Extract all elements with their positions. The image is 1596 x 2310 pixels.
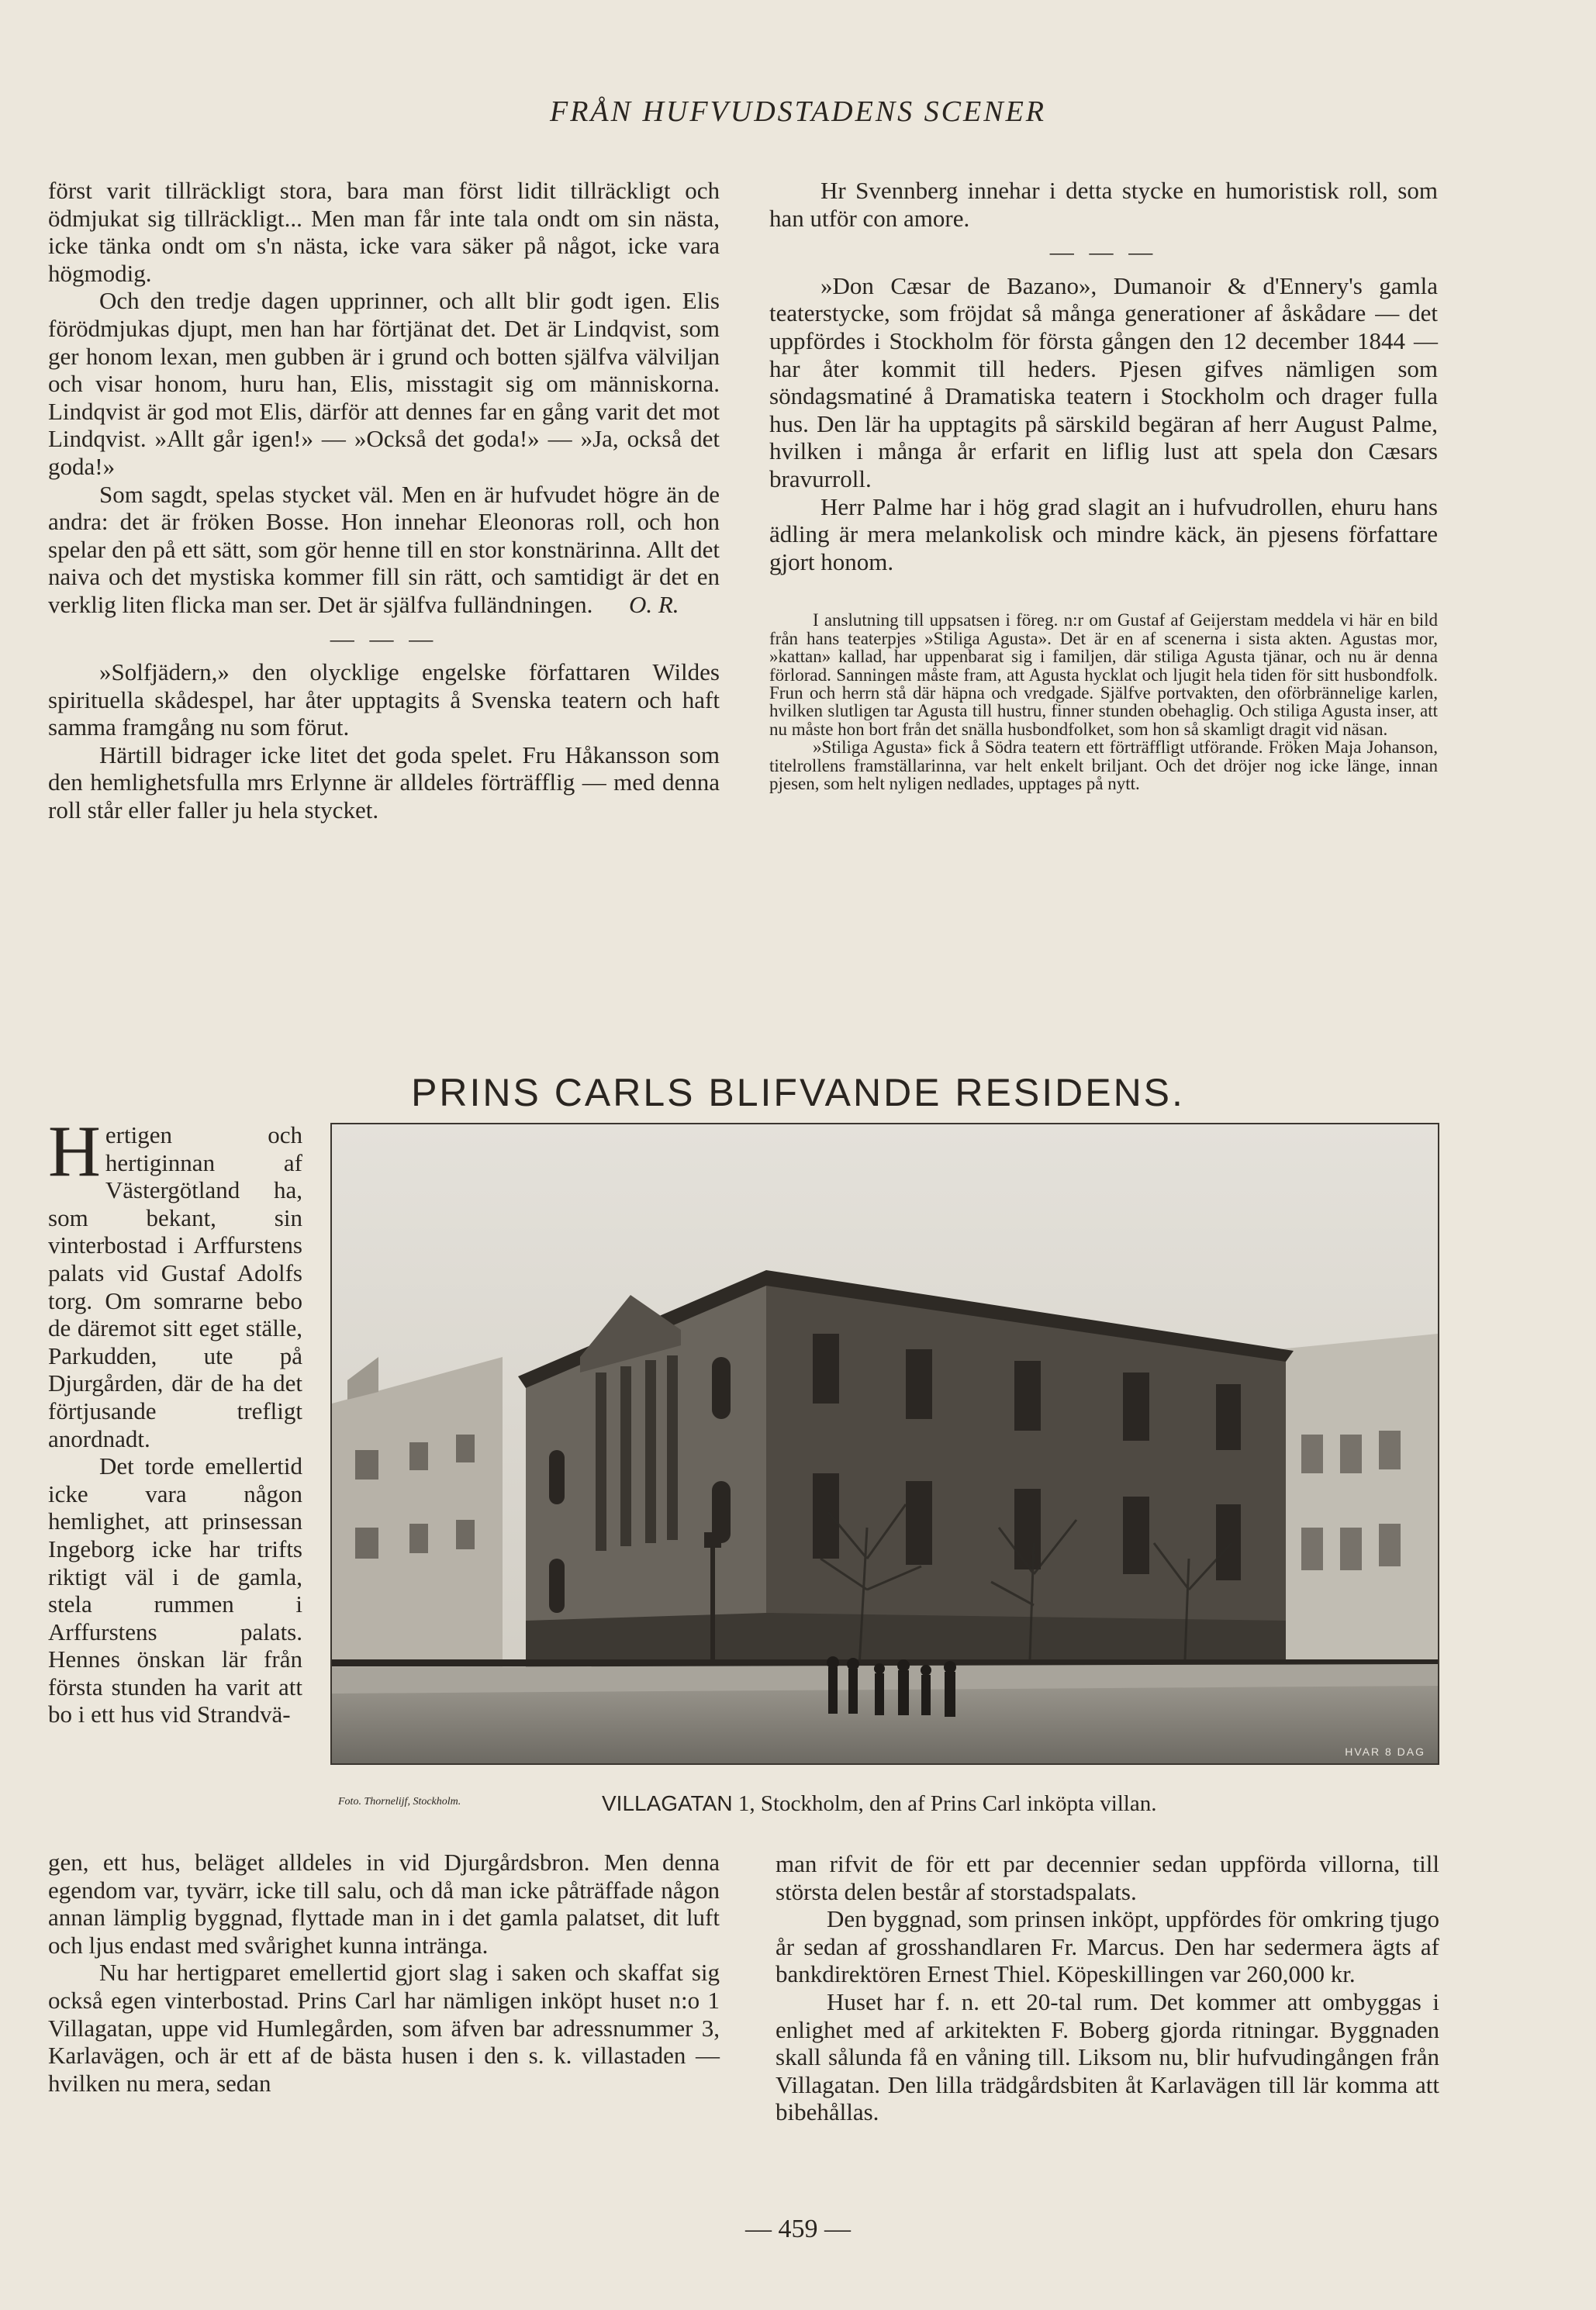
photo-corner-text: HVAR 8 DAG [1345, 1745, 1425, 1758]
paragraph: man rifvit de för ett par decennier sedan uppförda villorna, till största delen består af storstadspalats. [776, 1850, 1439, 1905]
separator: — — — [330, 624, 438, 652]
paragraph: »Don Cæsar de Bazano», Dumanoir & d'Ennery's gamla teaterstycke, som fröjdat så många generationer af åskådare — det uppfördes i Stockholm för första gången den 12 december 1844 — har åter kommit till heders. Pjesen gifves nämligen som söndagsmatiné å Dramatiska teatern i Stockholm och drager fulla hus. Den lär ha upptagits på särskild begäran af herr August Palme, hvilken i många år erfarit en liflig lust att spela don Cæsars bravurroll. [769, 271, 1438, 492]
paragraph: Nu har hertigparet emellertid gjort slag i saken och skaffat sig också egen vinterbostad. Prins Carl har nämligen inköpt huset n:o 1 Villagatan, uppe vid Humlegården, som äfven bar adressnummer 3, Karlavägen, och är ett af de bästa husen i den s. k. villastaden — hvilken nu mera, sedan [48, 1959, 720, 2097]
villa-illustration [332, 1124, 1438, 1763]
dropcap: H [48, 1111, 101, 1192]
paragraph: gen, ett hus, beläget alldeles in vid Djurgårdsbron. Men denna egendom var, tyvärr, icke till salu, och då man icke påträffade någon annan lämplig byggnad, flyttade man in i det gamla palatset, dit luft och ljus endast med svårighet kunna intränga. [48, 1849, 720, 1959]
article-headline: PRINS CARLS BLIFVANDE RESIDENS. [411, 1070, 1185, 1114]
paragraph: Den byggnad, som prinsen inköpt, uppfördes för omkring tjugo år sedan af grosshandlaren Fr. Marcus. Den har sedermera ägts af bankdirektören Ernest Thiel. Köpeskillingen var 260,000 kr. [776, 1905, 1439, 1988]
photo-credit: Foto. Thornelijf, Stockholm. [338, 1796, 461, 1808]
caption-caps: VILLAGATAN [602, 1791, 733, 1815]
paragraph-text: Som sagdt, spelas stycket väl. Men en är hufvudet högre än de andra: det är fröken Bosse. Hon innehar Eleonoras roll, och hon spelar den på ett sätt, som gör henne till en stor konstnärinna. Allt det naiva och det mystiska kommer fill sin rätt, och samtidigt är det en verklig liten flicka man ser. Det är själfva fulländningen. [48, 480, 720, 618]
paragraph: Härtill bidrager icke litet det goda spelet. Fru Håkansson som den hemlighetsfulla mrs Erlynne är alldeles förträfflig — med denna roll står eller faller ju hela stycket. [48, 741, 720, 824]
paragraph: Hr Svennberg innehar i detta stycke en humoristisk roll, som han utför con amore. [769, 177, 1438, 232]
signature: O. R. [628, 590, 679, 618]
separator: — — — [1049, 238, 1158, 266]
villa-photo [330, 1123, 1439, 1765]
note-block [769, 611, 1438, 792]
left-column-top [48, 177, 720, 824]
caption-text: 1, Stockholm, den af Prins Carl inköpta villan. [738, 1791, 1157, 1816]
running-head: FRÅN HUFVUDSTADENS SCENER [549, 95, 1047, 128]
paragraph: Det torde emellertid icke vara någon hemlighet, att prinsessan Ingeborg icke har trifts riktigt väl i de gamla, stela rummen i Arffurstens palats. Hennes önskan lär från första stunden ha varit att bo i ett hus vid Strandvä- [48, 1452, 302, 1728]
paragraph: »Solfjädern,» den olycklige engelske författaren Wildes spirituella skådespel, har åter upptagits å Svenska teatern och haft samma framgång nu som förut. [48, 658, 720, 741]
paragraph: Huset har f. n. ett 20-tal rum. Det kommer att ombyggas i enlighet med af arkitekten F. Boberg gjorda ritningar. Byggnaden skall sålunda få en våning till. Liksom nu, blir hufvudingången från Villagatan. Den lilla trädgårdsbiten åt Karlavägen till lär komma att bibehållas. [776, 1987, 1439, 2126]
paragraph-text: ertigen och hertiginnan af Västergötland ha, som bekant, sin vinterbostad i Arffurstens palats vid Gustaf Adolfs torg. Om somrarne bebo de däremot sitt eget ställe, Parkudden, ute på Djurgården, där de ha det förtjusande trefligt anordnadt. [48, 1121, 302, 1452]
photo-caption [602, 1791, 1157, 1817]
paragraph: Och den tredje dagen upprinner, och allt blir godt igen. Elis förödmjukas djupt, men han har förtjänat det. Det är Lindqvist, som ger honom lexan, men gubben är i grund och botten själfva välviljan och visar honom, huru han, Elis, misstagit sig om människorna. Lindqvist är god mot Elis, därför att dennes far en gång varit det mot Lindqvist. »Allt går igen!» — »Också det goda!» — »Ja, också det goda!» [48, 287, 720, 480]
note-paragraph: »Stiliga Agusta» fick å Södra teatern ett förträffligt utförande. Fröken Maja Johanson, titelrollens framställarinna, var helt enkelt briljant. Och det dröjer nog icke länge, innan pjesen, som helt nyligen nedlades, upptages på nytt. [769, 737, 1438, 793]
paragraph [48, 1111, 302, 1452]
right-column-bottom [776, 1850, 1439, 2126]
paragraph [48, 481, 720, 619]
paragraph: Herr Palme har i hög grad slagit an i hufvudrollen, ehuru hans ädling är mera melankolisk och mindre käck, än pjesens författare gjort honom. [769, 492, 1438, 575]
paragraph: först varit tillräckligt stora, bara man först lidit tillräckligt och ödmjukat sig tillräckligt... Men man får inte tala ondt om sin nästa, icke tänka ondt om s'n nästa, icke vara säker på något, icke vara högmodig. [48, 177, 720, 287]
note-paragraph: I anslutning till uppsatsen i föreg. n:r om Gustaf af Geijerstam meddela vi här en bild från hans teaterpjes »Stiliga Agusta». Det är en af scenerna i sista akten. Agustas mor, »kattan» kallad, har uppenbarat sig i familjen, där stiliga Agusta tjänar, och nu är denna förlorad. Sanningen måste fram, att Agusta hycklat och ljugit hela tiden för sitt husbondfolk. Frun och herrn stå där häpna och vredgade. Själfve portvakten, den oförbrännelige karlen, hvilken slutligen tar Agusta till hustru, finner stunden obehaglig. Och stiliga Agusta inser, att nu måste hon bort från det snälla husbondfolket, som hon så skamligt dragit vid näsan. [769, 610, 1438, 739]
left-column-bottom [48, 1849, 720, 2097]
page-number: — 459 — [745, 2215, 851, 2243]
narrow-column [48, 1111, 302, 1728]
right-column-top [769, 177, 1438, 792]
